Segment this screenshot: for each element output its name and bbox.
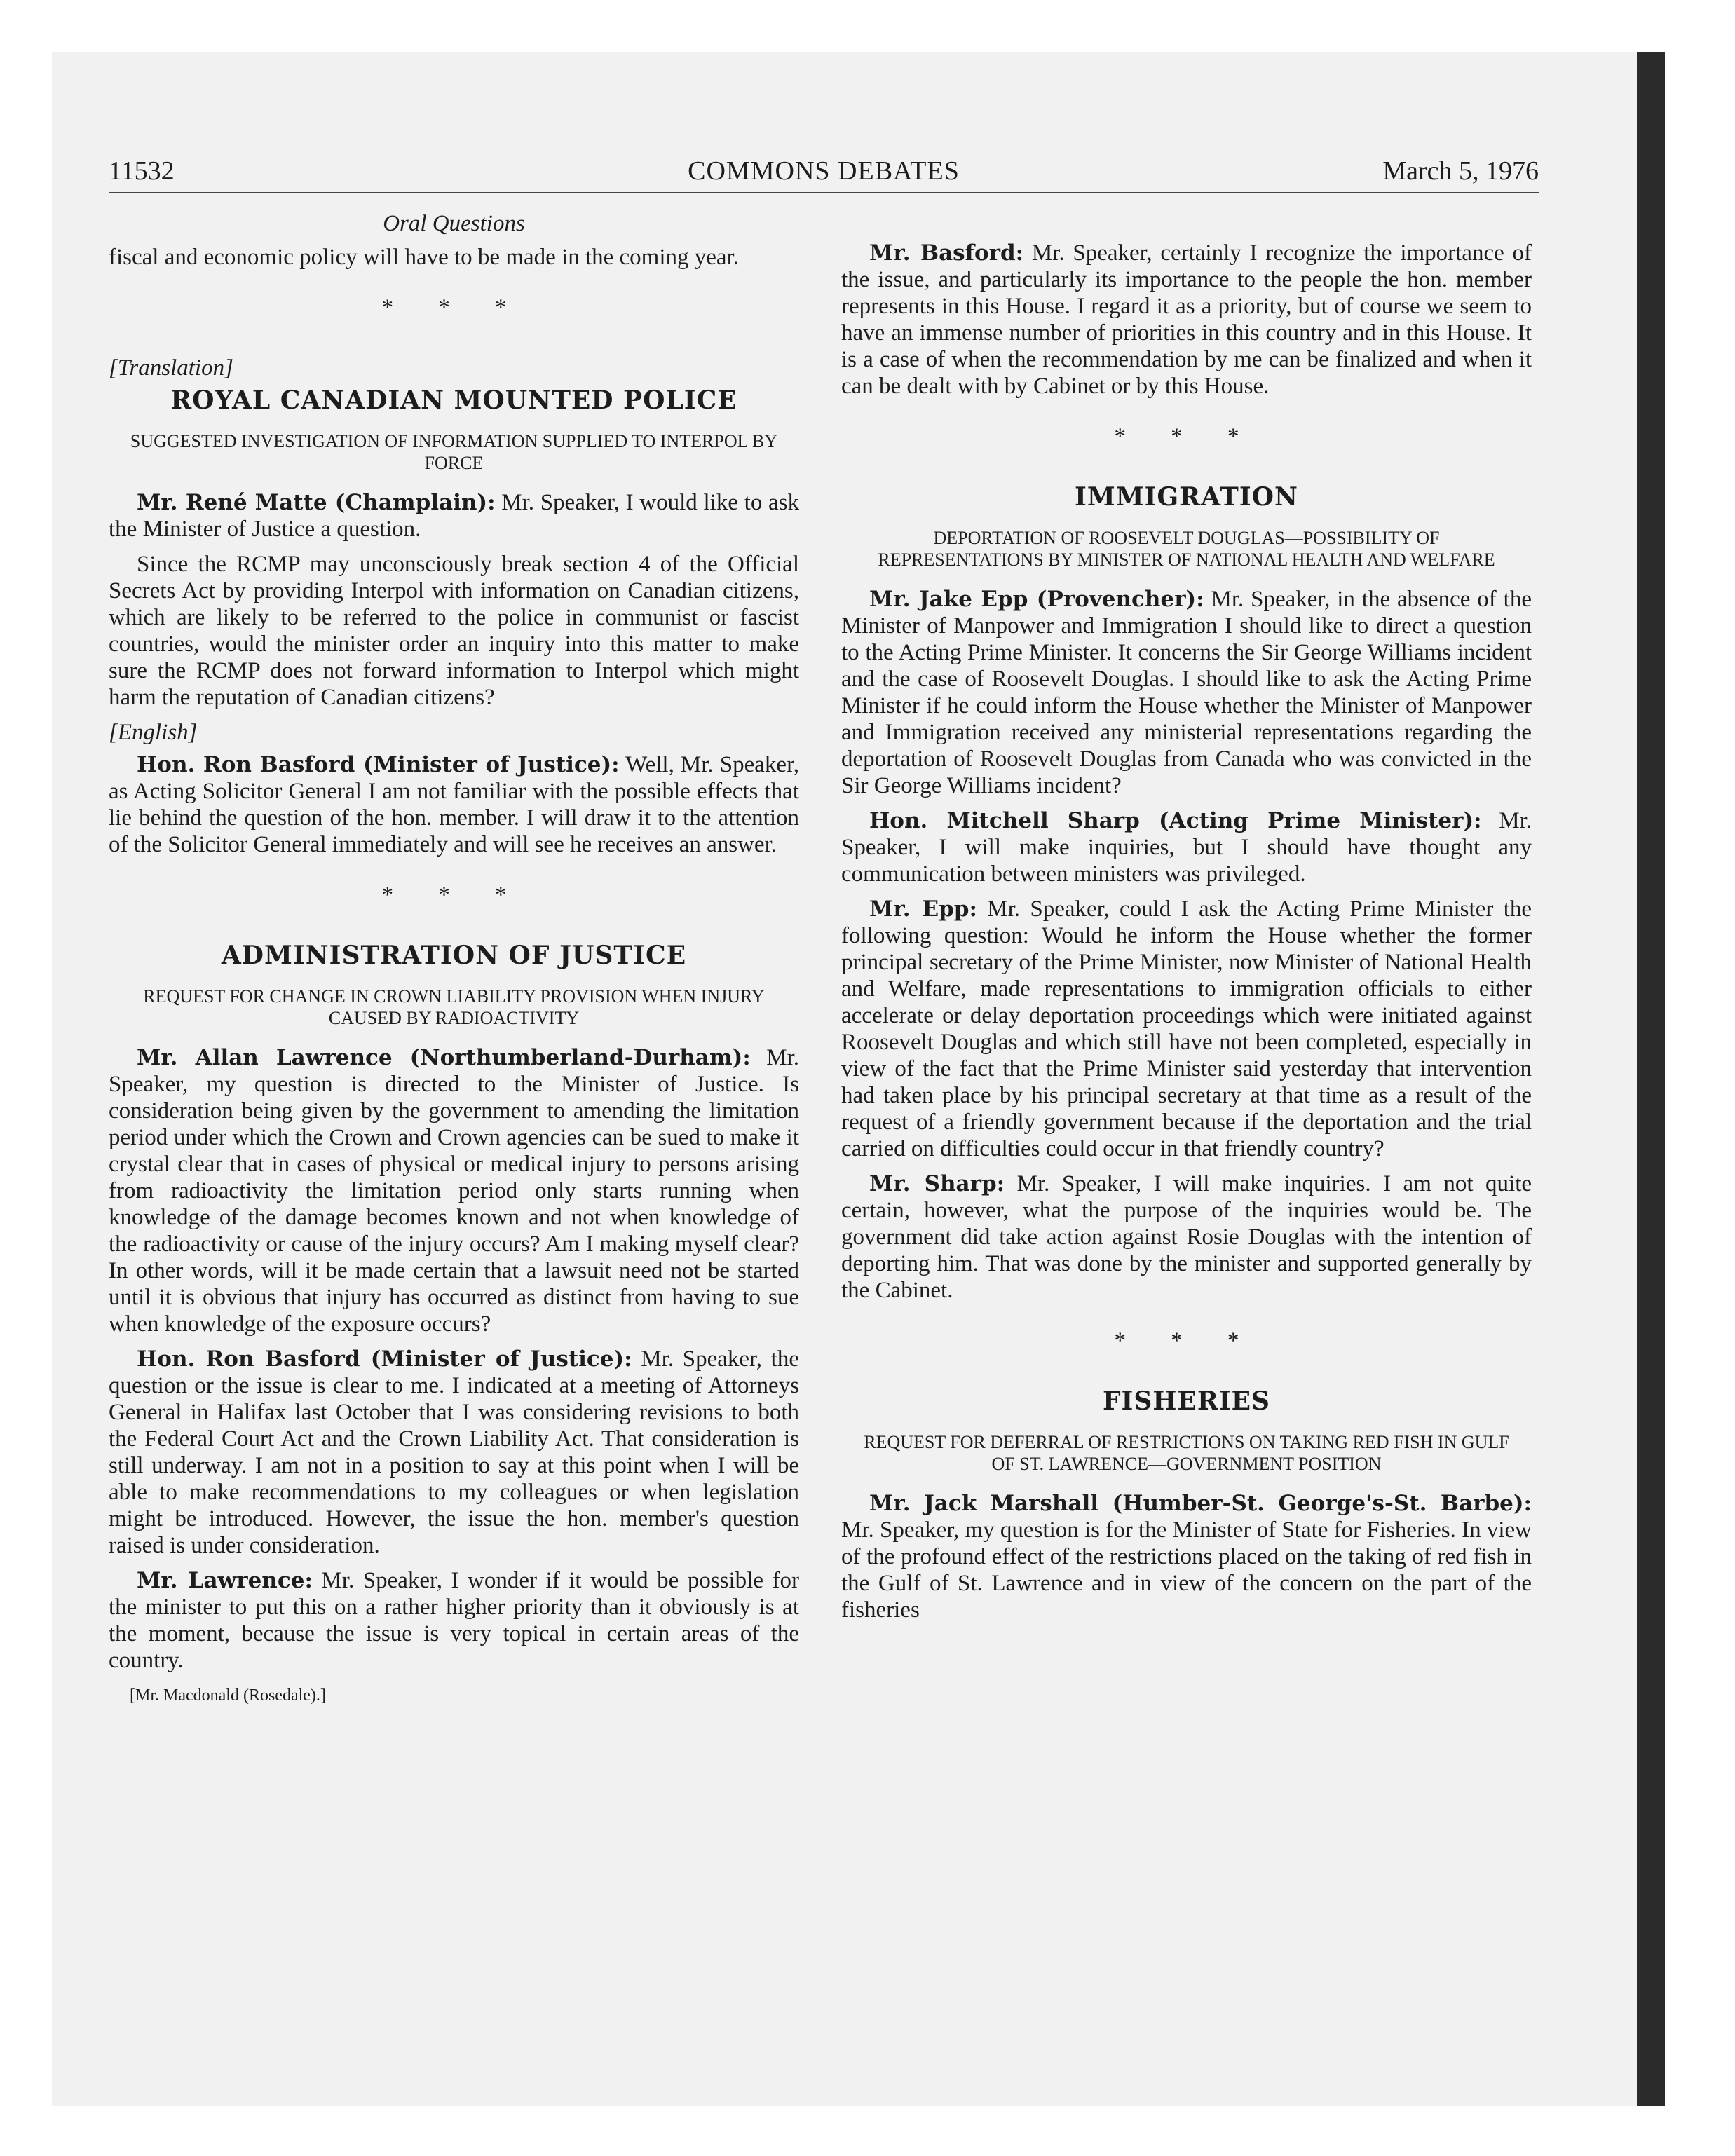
paragraph: Mr. Sharp: Mr. Speaker, I will make inquiries. I am not quite certain, however, what the purpose of the inquiries would be. The government did take action against Rosie Douglas with the intention of deporting him. That was done by the minister and supported generally by the Cabinet. [841,1171,1532,1303]
footnote: [Mr. Macdonald (Rosedale).] [130,1686,326,1705]
section-separator: * * * [381,295,526,320]
speaker-name: Mr. Jake Epp (Provencher): [869,587,1204,612]
publication-title: COMMONS DEBATES [688,156,960,186]
scan-edge-bar [1637,52,1665,2106]
paragraph: Hon. Mitchell Sharp (Acting Prime Minister): Mr. Speaker, I will make inquiries, but I should have thought any communication between ministers was privileged. [841,808,1532,887]
section-subheading: DEPORTATION OF ROOSEVELT DOUGLAS—POSSIBILITY OF REPRESENTATIONS BY MINISTER OF NATIONAL HEALTH AND WELFARE [878,528,1495,570]
page-header [109,156,1539,193]
speaker-name: Mr. Lawrence: [137,1568,313,1593]
speaker-name: Mr. Sharp: [869,1171,1005,1196]
page-number: 11532 [109,156,175,186]
speaker-name: Hon. Ron Basford (Minister of Justice): [137,752,620,777]
section-subheading: SUGGESTED INVESTIGATION OF INFORMATION SUPPLIED TO INTERPOL BY FORCE [130,431,778,473]
paragraph: Mr. René Matte (Champlain): Mr. Speaker, I would like to ask the Minister of Justice a question. [109,490,799,542]
section-separator: * * * [381,882,526,908]
paragraph: Mr. Epp: Mr. Speaker, could I ask the Acting Prime Minister the following question: Would he inform the House whether the former principal secretary of the Prime Minister, now Minister of National Health and Welfare, made representations to immigration officials to either accelerate or delay deportation proceedings which were initiated against Roosevelt Douglas and which still have not been completed, especially in view of the fact that the Prime Minister said yesterday that intervention had taken place by his principal secretary at that time as a result of the request of a friendly government because if the deportation and the trial carried on difficulties could occur in that friendly country? [841,896,1532,1161]
paragraph: Since the RCMP may unconsciously break section 4 of the Official Secrets Act by providing Interpol with information on Canadian citizens, which are likely to be referred to the police in communist or fascist countries, would the minister order an inquiry into this matter to make sure the RCMP does not forward information to Interpol which might harm the reputation of Canadian citizens? [109,552,799,710]
speaker-name: Mr. Allan Lawrence (Northumberland-Durham): [137,1045,751,1070]
section-heading: IMMIGRATION [1075,482,1298,512]
section-separator: * * * [1114,424,1259,449]
speaker-name: Mr. Basford: [869,240,1024,266]
paragraph: Mr. Jack Marshall (Humber-St. George's-St. Barbe): Mr. Speaker, my question is for the Minister of State for Fisheries. In view of the profound effect of the restrictions placed on the taking of red fish in the Gulf of St. Lawrence and in view of the concern on the part of the fisheries [841,1491,1532,1623]
language-tag: [Translation] [109,355,233,381]
paragraph: Mr. Lawrence: Mr. Speaker, I wonder if it would be possible for the minister to put this on a rather higher priority than it obviously is at the moment, because the issue is very topical in certain areas of the country. [109,1568,800,1673]
running-head: Oral Questions [383,211,525,236]
speaker-name: Mr. Epp: [869,896,977,922]
paragraph: fiscal and economic policy will have to be made in the coming year. [109,245,739,270]
speaker-name: Mr. Jack Marshall (Humber-St. George's-St. Barbe): [869,1491,1532,1516]
speaker-name: Hon. Mitchell Sharp (Acting Prime Minister): [869,808,1482,833]
paragraph: Mr. Jake Epp (Provencher): Mr. Speaker, in the absence of the Minister of Manpower and Immigration I should like to direct a question to the Acting Prime Minister. It concerns the Sir George Williams incident and the case of Roosevelt Douglas. I should like to ask the Acting Prime Minister if he could inform the House whether the Minister of Manpower and Immigration received any ministerial representations regarding the deportation of Roosevelt Douglas from Canada who was convicted in the Sir George Williams incident? [841,587,1532,798]
section-separator: * * * [1114,1328,1259,1353]
paragraph: Mr. Allan Lawrence (Northumberland-Durham): Mr. Speaker, my question is directed to the Minister of Justice. Is consideration being given by the government to amending the limitation period under which the Crown and Crown agencies can be sued to make it crystal clear that in cases of physical or medical injury to persons arising from radioactivity the limitation period only starts running when knowledge of the damage becomes known and not when knowledge of the radioactivity or cause of the injury occurs? Am I making myself clear? In other words, will it be made certain that a lawsuit need not be started until it is obvious that injury has occurred as distinct from having to sue when knowledge of the exposure occurs? [109,1045,800,1337]
section-subheading: REQUEST FOR DEFERRAL OF RESTRICTIONS ON TAKING RED FISH IN GULF OF ST. LAWRENCE—GOVERNMENT POSITION [864,1432,1509,1474]
left-column [109,210,799,1709]
speaker-name: Mr. René Matte (Champlain): [137,490,496,515]
right-column [841,240,1532,1632]
section-heading: ROYAL CANADIAN MOUNTED POLICE [170,386,737,415]
paragraph: Hon. Ron Basford (Minister of Justice): Mr. Speaker, the question or the issue is clear to me. I indicated at a meeting of Attorneys General in Halifax last October that I was considering revisions to both the Federal Court Act and the Crown Liability Act. That consideration is still underway. I am not in a position to say at this point when I will be able to make recommendations to my colleagues or when legislation might be introduced. However, the issue the hon. member's question raised is under consideration. [109,1346,799,1558]
section-subheading: REQUEST FOR CHANGE IN CROWN LIABILITY PROVISION WHEN INJURY CAUSED BY RADIOACTIVITY [143,986,765,1028]
section-heading: ADMINISTRATION OF JUSTICE [221,941,687,970]
page-date: March 5, 1976 [1382,156,1539,186]
paragraph: Mr. Basford: Mr. Speaker, certainly I recognize the importance of the issue, and particularly its importance to the people the hon. member represents in this House. I regard it as a priority, but of course we seem to have an immense number of priorities in this country and in this House. It is a case of when the recommendation by me can be finalized and when it can be dealt with by Cabinet or by this House. [841,240,1532,399]
language-tag: [English] [109,720,198,745]
paragraph: Hon. Ron Basford (Minister of Justice): Well, Mr. Speaker, as Acting Solicitor General I am not familiar with the possible effects that lie behind the question of the hon. member. I will draw it to the attention of the Solicitor General immediately and will see he receives an answer. [109,752,799,857]
speaker-name: Hon. Ron Basford (Minister of Justice): [137,1346,632,1372]
section-heading: FISHERIES [1102,1386,1271,1416]
